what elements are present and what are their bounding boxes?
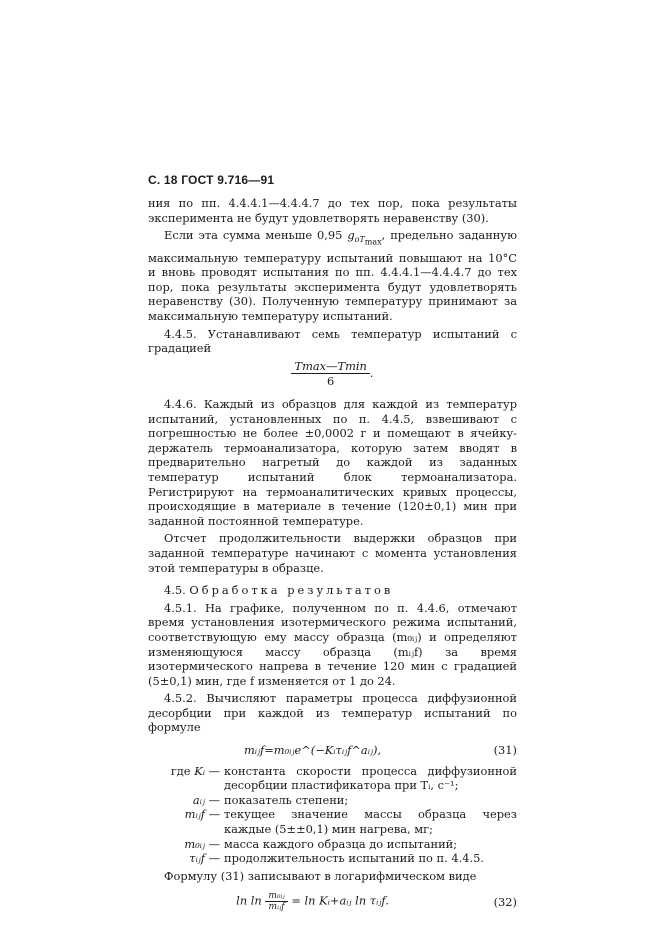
- section-title: Обработка результатов: [189, 583, 394, 598]
- definition-symbol: τᵢⱼf —: [189, 851, 220, 866]
- formula-32-denominator: mᵢⱼf: [268, 902, 285, 913]
- paragraph-timing: Отсчет продолжительности выдержки образцов при заданной температуре начинают с момента установления этой температуры в образце.: [148, 531, 517, 575]
- definition-symbol: mᵢⱼf —: [184, 807, 220, 822]
- definition-text: продолжительность испытаний по п. 4.4.5.: [224, 851, 484, 866]
- paragraph-text: , предельно заданную максимальную температуру испытаний повышают на 10°С и вновь проводят испытания по пп. 4.4.4.1—4.4.4.7 до тех пор, пока результаты эксперимента будут удовлетворять неравенству (30). Полученную температуру принимают за максимальную температуру испытаний.: [148, 228, 517, 324]
- gradation-fraction: [291, 359, 369, 389]
- formula-32-expression: [148, 891, 477, 912]
- formula-32-numerator: m₀ᵢⱼ: [265, 891, 287, 902]
- formula-31-number: (31): [493, 743, 517, 758]
- formula-32: [148, 891, 517, 912]
- paragraph-continuation: ния по пп. 4.4.4.1—4.4.4.7 до тех пор, пока результаты эксперимента не будут удовлетворять неравенству (30).: [148, 196, 517, 225]
- definition-symbol: Kᵢ —: [194, 763, 220, 778]
- section-number: 4.5.: [164, 583, 186, 598]
- definition-text: текущее значение массы образца через каждые (5±±0,1) мин нагрева, мг;: [224, 807, 517, 837]
- definition-item: [148, 837, 517, 852]
- definitions-list: [148, 764, 517, 866]
- paragraph-text: Если эта сумма меньше 0,95: [164, 228, 348, 243]
- formula-31: [148, 743, 517, 758]
- definition-item: [148, 793, 517, 808]
- paragraph-4-5-1: 4.5.1. На графике, полученном по п. 4.4.6, отмечают время установления изотермического режима испытаний, соответствующую ему массу образца (m₀ᵢⱼ) и определяют изменяющуюся массу образца (mᵢⱼf) за время изотермического напрева в течение 120 мин с градацией (5±0,1) мин, где f изменяется от 1 до 24.: [148, 600, 517, 688]
- definition-symbol: aᵢⱼ —: [192, 792, 220, 807]
- symbol-g-sub: oT: [354, 235, 365, 245]
- where-word: где: [170, 763, 191, 778]
- paragraph-sum-condition: [148, 228, 517, 323]
- gradation-denominator: 6: [327, 374, 335, 389]
- formula-gradation: $\frac{Tmax—Tmin}{6}$ .: [148, 359, 517, 389]
- definition-text: масса каждого образца до испытаний;: [224, 836, 458, 851]
- definition-item: [148, 764, 517, 793]
- formula-31-expression: mᵢⱼf=m₀ᵢⱼe^(−Kᵢτᵢⱼf^aᵢⱼ),: [243, 743, 382, 758]
- gradation-numerator: Tmax—Tmin: [291, 359, 369, 375]
- formula-32-rhs: = ln Kᵢ+aᵢⱼ ln τᵢⱼf.: [291, 893, 389, 908]
- paragraph-4-4-6: 4.4.6. Каждый из образцов для каждой из температур испытаний, установленных по п. 4.4.5, взвешивают с погрешностью не более ±0,0002 г и помещают в ячейку-держатель термоанализатора, которую затем вводят в предварительно нагретый до каждой из заданных температур испытаний блок термоанализатора. Регистрируют на термоаналитических кривых процессы, происходящие в материале в течение (120±0,1) мин при заданной постоянной температуре.: [148, 397, 517, 528]
- formula-32-fraction: [265, 891, 287, 912]
- formula-32-number: (32): [493, 894, 517, 909]
- paragraph-4-5-2: 4.5.2. Вычисляют параметры процесса диффузионной десорбции при каждой из температур испытаний по формуле: [148, 691, 517, 735]
- document-body: [148, 196, 517, 912]
- definition-item: [148, 807, 517, 836]
- symbol-g: g: [347, 228, 355, 243]
- paragraph-log-form: Формулу (31) записывают в логарифмическом виде: [164, 868, 477, 883]
- definition-symbol: m₀ᵢⱼ —: [184, 836, 220, 851]
- definition-text: показатель степени;: [224, 792, 349, 807]
- symbol-g-subsub: max: [364, 238, 382, 248]
- definition-text: константа скорости процесса диффузионной десорбции пластификатора при Tᵢ, с⁻¹;: [224, 763, 517, 793]
- section-heading-4-5: [148, 583, 517, 598]
- page-header: С. 18 ГОСТ 9.716—91: [148, 173, 275, 187]
- formula-32-prefix: ln ln: [236, 893, 262, 908]
- paragraph-4-4-5: 4.4.5. Устанавливают семь температур испытаний с градацией: [148, 326, 517, 356]
- definition-item: [148, 851, 517, 866]
